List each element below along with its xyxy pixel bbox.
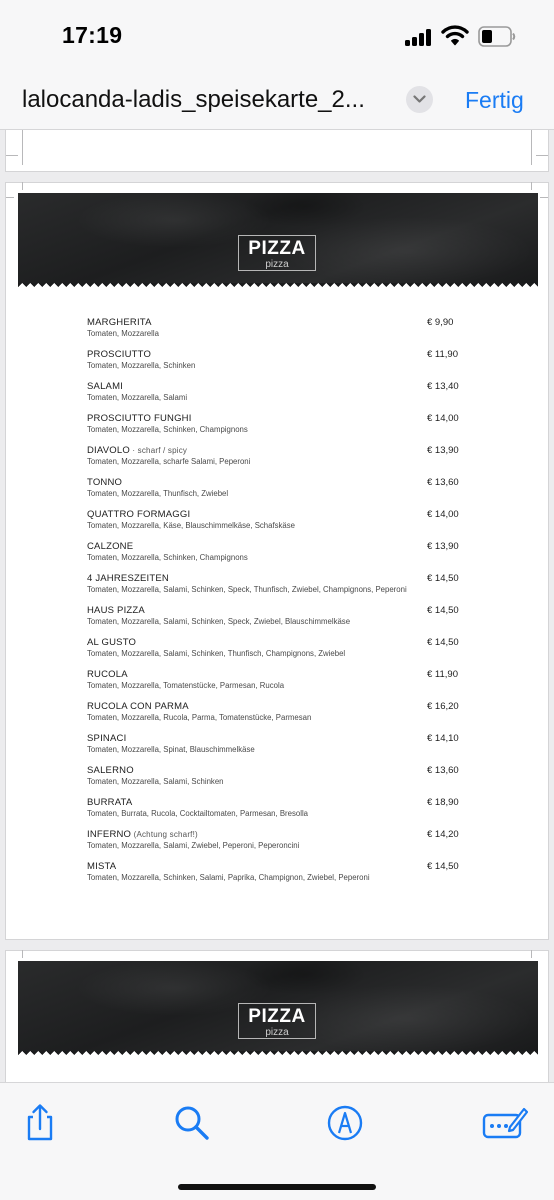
menu-item-name [87,381,477,393]
menu-item-price: € 14,50 [427,573,459,584]
menu-item-name [87,605,477,617]
menu-item-name [87,541,477,553]
menu-item [87,573,477,595]
banner-title: PIZZA [248,1006,306,1027]
menu-item-title: AL GUSTO [87,637,137,648]
menu-item-description: Tomaten, Mozzarella, Schinken, Champignons [87,553,248,562]
menu-item [87,797,477,819]
menu-item-title: MISTA [87,861,117,872]
menu-item-price: € 14,20 [427,829,459,840]
home-indicator [178,1184,376,1190]
menu-item-description: Tomaten, Mozzarella, Tomatenstücke, Parmesan, Rucola [87,681,285,690]
menu-item [87,509,477,531]
nav-bar [0,72,554,130]
menu-item-name [87,445,477,457]
menu-item-title: DIAVOLO [87,445,130,456]
banner-title-box [238,235,316,271]
wifi-icon [441,24,469,46]
menu-item-description: Tomaten, Mozzarella, Salami [87,393,188,402]
menu-item-description: Tomaten, Mozzarella, Spinat, Blauschimmelkäse [87,745,255,754]
menu-item-price: € 14,50 [427,605,459,616]
menu-item-title: TONNO [87,477,123,488]
menu-item [87,669,477,691]
menu-item-price: € 13,90 [427,445,459,456]
menu-item-description: Tomaten, Mozzarella, Käse, Blauschimmelkäse, Schafskäse [87,521,296,530]
menu-item-note: (Achtung scharf!) [131,830,198,839]
menu-item [87,733,477,755]
menu-item-title: RUCOLA [87,669,128,680]
menu-item-description: Tomaten, Mozzarella, Schinken [87,361,196,370]
menu-item-description: Tomaten, Mozzarella, Rucola, Parma, Tomatenstücke, Parmesan [87,713,312,722]
menu-item-title: BURRATA [87,797,133,808]
share-icon[interactable] [20,1103,60,1143]
annotate-icon[interactable] [482,1103,528,1143]
menu-item-description: Tomaten, Mozzarella, scharfe Salami, Peperoni [87,457,251,466]
menu-item [87,349,477,371]
slate-banner [18,961,538,1051]
signal-icon [405,28,433,46]
banner-subtitle: pizza [265,1027,289,1038]
previous-page [5,130,549,172]
menu-item-name [87,733,477,745]
menu-item-name [87,829,477,841]
menu-item-price: € 14,50 [427,861,459,872]
menu-item-name [87,701,477,713]
chevron-down-icon [413,94,426,104]
menu-item-price: € 13,60 [427,765,459,776]
menu-item-name [87,637,477,649]
menu-item-name [87,797,477,809]
menu-item-description: Tomaten, Mozzarella, Schinken, Salami, Paprika, Champignon, Zwiebel, Peperoni [87,873,370,882]
menu-item [87,605,477,627]
menu-page [5,182,549,940]
document-viewport[interactable] [0,130,554,1082]
menu-item-description: Tomaten, Mozzarella, Salami, Schinken, Speck, Thunfisch, Zwiebel, Champignons, Peperoni [87,585,407,594]
document-title: lalocanda-ladis_speisekarte_2... [22,86,365,113]
next-page [5,950,549,1082]
menu-item [87,477,477,499]
battery-icon [478,26,516,47]
banner-title-box [238,1003,316,1039]
status-time: 17:19 [62,22,123,48]
menu-item-price: € 11,90 [427,669,458,680]
menu-item-price: € 18,90 [427,797,459,808]
menu-item-description: Tomaten, Mozzarella [87,329,159,338]
menu-item [87,765,477,787]
menu-item-description: Tomaten, Burrata, Rucola, Cocktailtomaten, Parmesan, Bresolla [87,809,309,818]
menu-item-price: € 14,10 [427,733,459,744]
menu-item-note: · scharf / spicy [129,446,188,455]
title-menu-button[interactable] [406,86,433,113]
menu-item-name [87,765,477,777]
menu-item [87,381,477,403]
menu-item-description: Tomaten, Mozzarella, Salami, Schinken, Thunfisch, Champignons, Zwiebel [87,649,346,658]
status-bar [0,0,554,72]
menu-item-name [87,861,477,873]
menu-item-description: Tomaten, Mozzarella, Salami, Schinken [87,777,224,786]
menu-item-title: 4 JAHRESZEITEN [87,573,169,584]
menu-item-price: € 16,20 [427,701,459,712]
menu-item-name [87,669,477,681]
menu-item-price: € 14,00 [427,413,459,424]
menu-item [87,829,477,851]
menu-item [87,861,477,883]
menu-item-title: RUCOLA CON PARMA [87,701,189,712]
menu-item-price: € 14,00 [427,509,459,520]
menu-item-description: Tomaten, Mozzarella, Thunfisch, Zwiebel [87,489,229,498]
menu-item-title: SALERNO [87,765,134,776]
menu-item-title: QUATTRO FORMAGGI [87,509,191,520]
menu-item-title: HAUS PIZZA [87,605,145,616]
menu-item-price: € 11,90 [427,349,458,360]
menu-item-price: € 13,40 [427,381,459,392]
menu-item-price: € 14,50 [427,637,459,648]
banner-subtitle: pizza [265,259,289,270]
done-button[interactable]: Fertig [465,87,524,113]
menu-item-title: MARGHERITA [87,317,152,328]
menu-item [87,445,477,467]
menu-item-description: Tomaten, Mozzarella, Salami, Schinken, Speck, Zwiebel, Blauschimmelkäse [87,617,351,626]
menu-item-name [87,477,477,489]
menu-item-title: SPINACI [87,733,127,744]
menu-item-price: € 13,60 [427,477,459,488]
menu-item-name [87,573,477,585]
menu-item-title: SALAMI [87,381,124,392]
search-icon[interactable] [172,1103,212,1143]
menu-item-title: PROSCIUTTO [87,349,152,360]
banner-title: PIZZA [248,238,306,259]
menu-item [87,317,477,339]
menu-item-description: Tomaten, Mozzarella, Salami, Zwiebel, Peperoni, Peperoncini [87,841,300,850]
menu-item-description: Tomaten, Mozzarella, Schinken, Champignons [87,425,248,434]
slate-banner [18,193,538,283]
menu-item [87,637,477,659]
menu-item-price: € 13,90 [427,541,459,552]
menu-list [87,317,477,893]
markup-icon[interactable] [325,1103,365,1143]
menu-item [87,413,477,435]
bottom-toolbar [0,1082,554,1200]
menu-item-title: CALZONE [87,541,134,552]
menu-item [87,701,477,723]
menu-item-price: € 9,90 [427,317,454,328]
menu-item-name [87,317,477,329]
menu-item-name [87,349,477,361]
menu-item-title: PROSCIUTTO FUNGHI [87,413,192,424]
menu-item-name [87,509,477,521]
menu-item-title: INFERNO [87,829,132,840]
menu-item-name [87,413,477,425]
menu-item [87,541,477,563]
